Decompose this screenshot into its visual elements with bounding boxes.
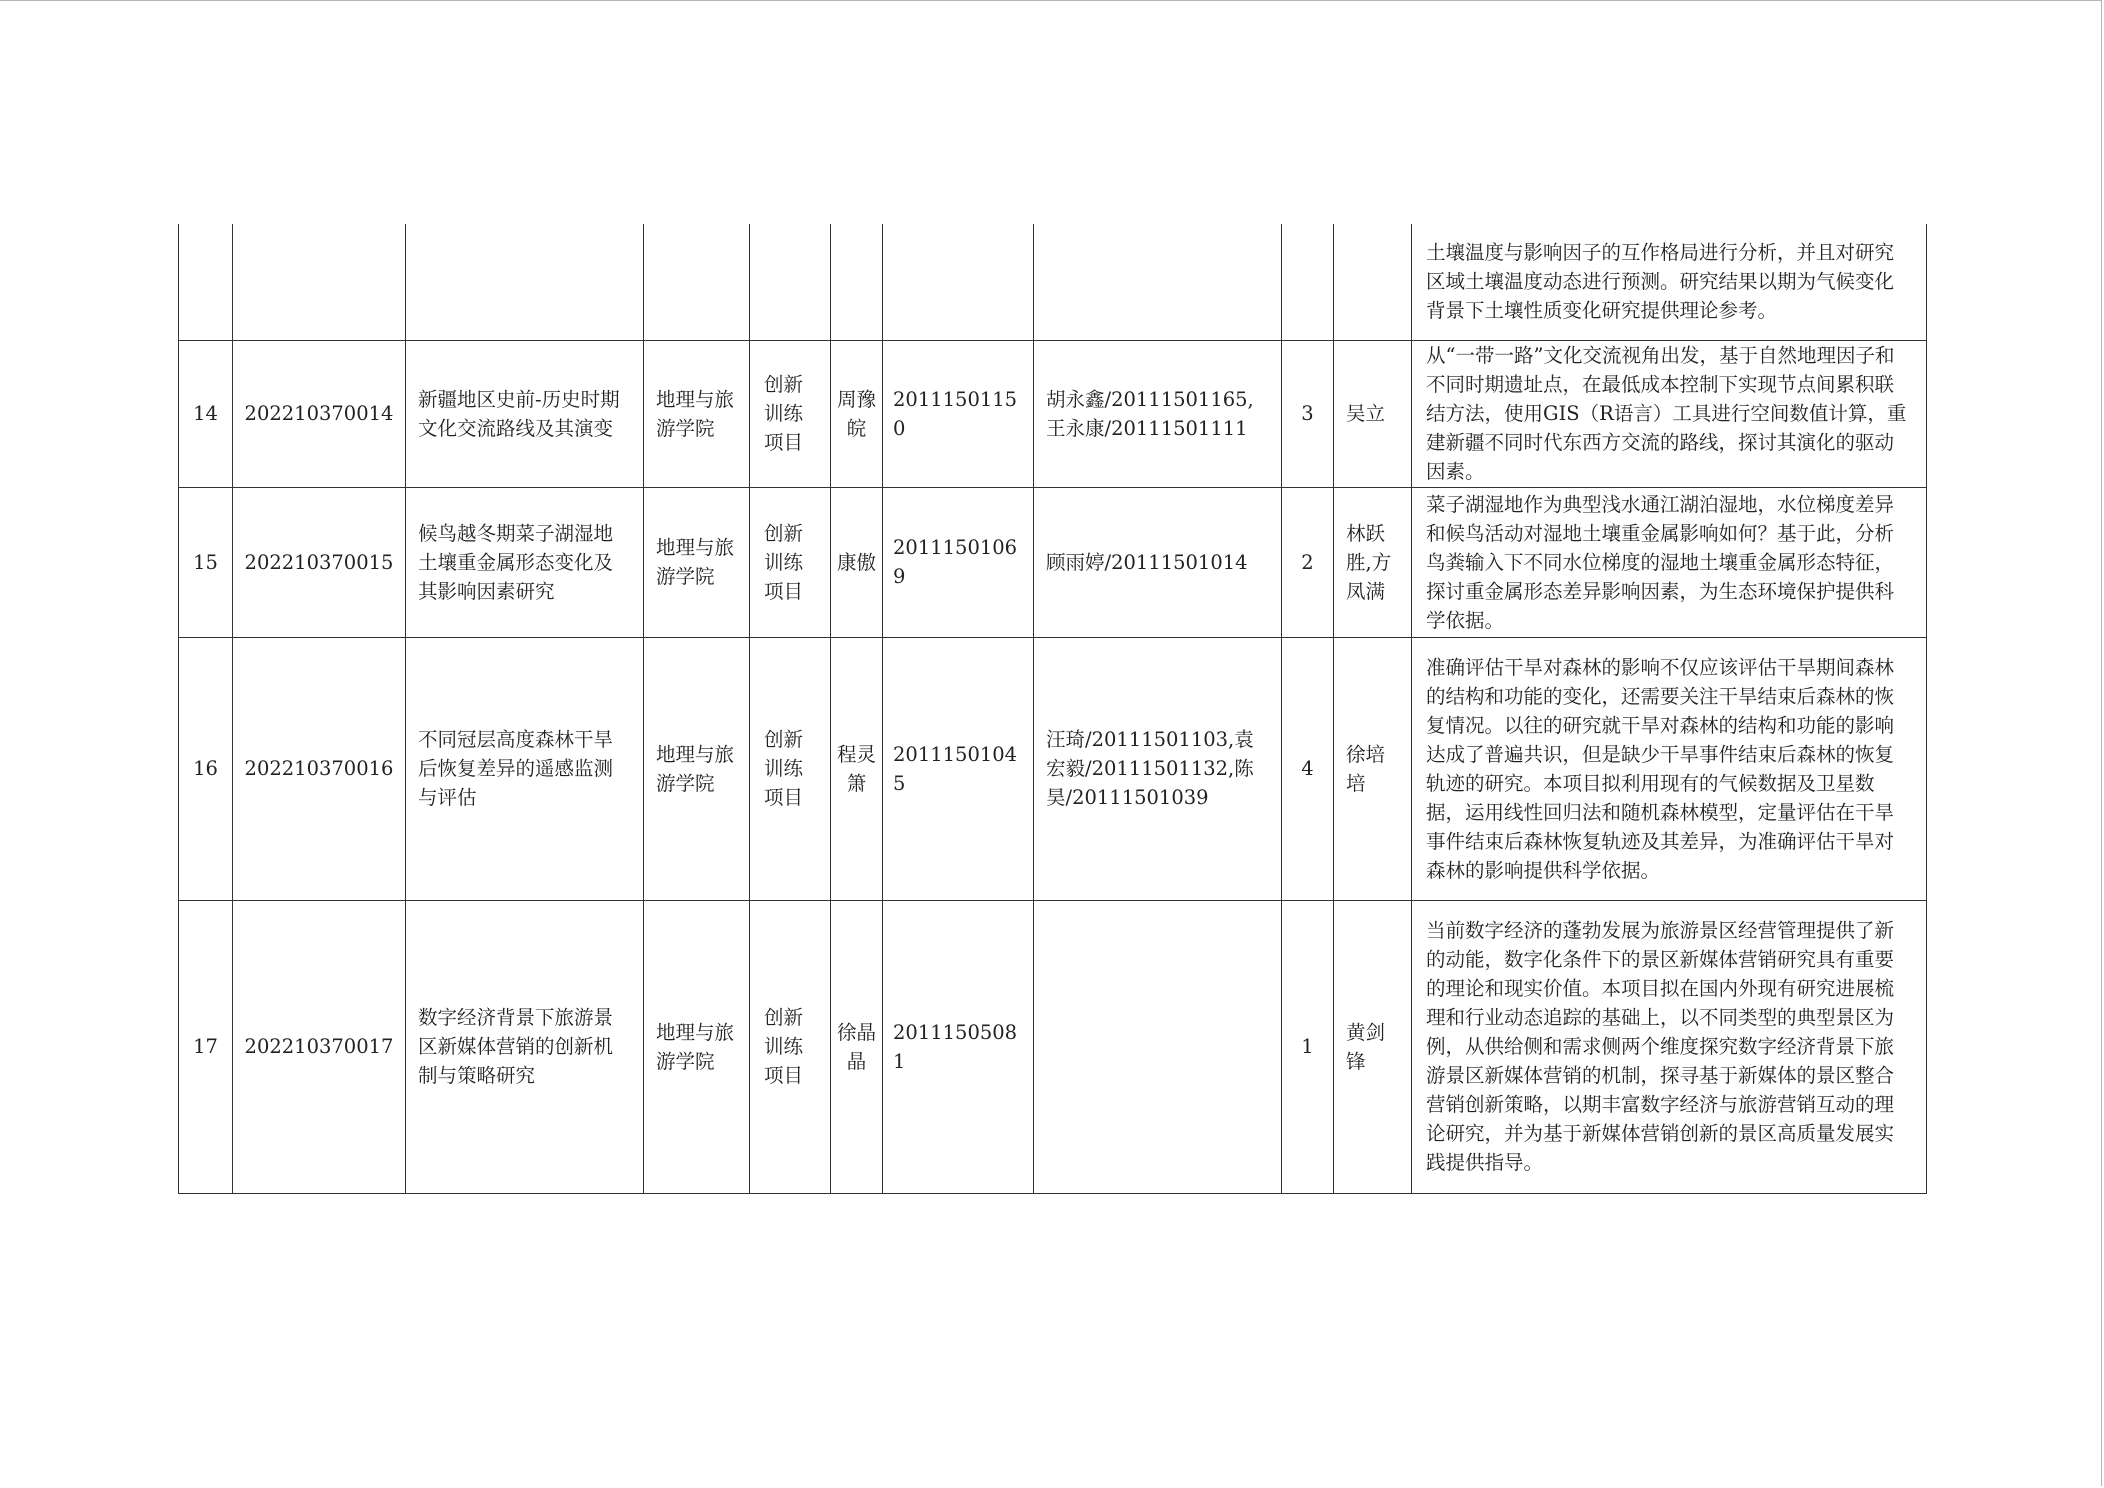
table-row	[179, 637, 1927, 900]
cell-leader-id: 20111501069	[883, 487, 1034, 637]
table-row-continued	[179, 224, 1927, 340]
cell-advisor: 徐培培	[1334, 637, 1412, 900]
cell-leader: 程灵箫	[831, 637, 883, 900]
cell-leader-id: 20111505081	[883, 900, 1034, 1193]
cell-abstract: 土壤温度与影响因子的互作格局进行分析，并且对研究区域土壤温度动态进行预测。研究结果以期为气候变化背景下土壤性质变化研究提供理论参考。	[1412, 224, 1927, 340]
cell-abstract: 从“一带一路”文化交流视角出发，基于自然地理因子和不同时期遗址点，在最低成本控制下实现节点间累积联结方法，使用GIS（R语言）工具进行空间数值计算，重建新疆不同时代东西方交流的路线，探讨其演化的驱动因素。	[1412, 340, 1927, 487]
project-table	[178, 224, 1927, 1194]
cell-leader-id	[883, 224, 1034, 340]
cell-leader	[831, 224, 883, 340]
cell-members: 汪琦/20111501103,袁宏毅/20111501132,陈昊/20111501039	[1034, 637, 1282, 900]
cell-title: 不同冠层高度森林干旱后恢复差异的遥感监测与评估	[406, 637, 644, 900]
cell-project-id	[233, 224, 406, 340]
cell-abstract: 当前数字经济的蓬勃发展为旅游景区经营管理提供了新的动能，数字化条件下的景区新媒体营销研究具有重要的理论和现实价值。本项目拟在国内外现有研究进展梳理和行业动态追踪的基础上，以不同类型的典型景区为例，从供给侧和需求侧两个维度探究数字经济背景下旅游景区新媒体营销的机制，探寻基于新媒体的景区整合营销创新策略，以期丰富数字经济与旅游营销互动的理论研究，并为基于新媒体营销创新的景区高质量发展实践提供指导。	[1412, 900, 1927, 1193]
cell-leader: 周豫皖	[831, 340, 883, 487]
cell-project-id: 202210370016	[233, 637, 406, 900]
cell-project-id: 202210370017	[233, 900, 406, 1193]
cell-type: 创新训练项目	[750, 637, 831, 900]
cell-school: 地理与旅游学院	[644, 637, 750, 900]
cell-count	[1282, 224, 1334, 340]
cell-title	[406, 224, 644, 340]
cell-leader: 康傲	[831, 487, 883, 637]
cell-leader: 徐晶晶	[831, 900, 883, 1193]
cell-num: 15	[179, 487, 233, 637]
cell-school: 地理与旅游学院	[644, 340, 750, 487]
cell-school: 地理与旅游学院	[644, 487, 750, 637]
cell-advisor	[1334, 224, 1412, 340]
cell-advisor: 黄剑锋	[1334, 900, 1412, 1193]
cell-title: 候鸟越冬期菜子湖湿地土壤重金属形态变化及其影响因素研究	[406, 487, 644, 637]
cell-count: 2	[1282, 487, 1334, 637]
cell-num: 16	[179, 637, 233, 900]
cell-school	[644, 224, 750, 340]
table-row	[179, 900, 1927, 1193]
cell-num: 14	[179, 340, 233, 487]
cell-type: 创新训练项目	[750, 487, 831, 637]
cell-count: 4	[1282, 637, 1334, 900]
cell-advisor: 林跃胜,方凤满	[1334, 487, 1412, 637]
cell-members	[1034, 900, 1282, 1193]
cell-leader-id: 20111501150	[883, 340, 1034, 487]
cell-members: 顾雨婷/20111501014	[1034, 487, 1282, 637]
cell-advisor: 吴立	[1334, 340, 1412, 487]
cell-title: 数字经济背景下旅游景区新媒体营销的创新机制与策略研究	[406, 900, 644, 1193]
cell-project-id: 202210370015	[233, 487, 406, 637]
cell-title: 新疆地区史前-历史时期文化交流路线及其演变	[406, 340, 644, 487]
cell-members: 胡永鑫/20111501165,王永康/20111501111	[1034, 340, 1282, 487]
cell-members	[1034, 224, 1282, 340]
table-row	[179, 340, 1927, 487]
cell-leader-id: 20111501045	[883, 637, 1034, 900]
cell-type: 创新训练项目	[750, 900, 831, 1193]
cell-school: 地理与旅游学院	[644, 900, 750, 1193]
cell-num	[179, 224, 233, 340]
table-row	[179, 487, 1927, 637]
cell-num: 17	[179, 900, 233, 1193]
cell-type	[750, 224, 831, 340]
cell-abstract: 准确评估干旱对森林的影响不仅应该评估干旱期间森林的结构和功能的变化，还需要关注干旱结束后森林的恢复情况。以往的研究就干旱对森林的结构和功能的影响达成了普遍共识，但是缺少干旱事件结束后森林的恢复轨迹的研究。本项目拟利用现有的气候数据及卫星数据，运用线性回归法和随机森林模型，定量评估在干旱事件结束后森林恢复轨迹及其差异，为准确评估干旱对森林的影响提供科学依据。	[1412, 637, 1927, 900]
cell-type: 创新训练项目	[750, 340, 831, 487]
cell-project-id: 202210370014	[233, 340, 406, 487]
cell-count: 3	[1282, 340, 1334, 487]
cell-count: 1	[1282, 900, 1334, 1193]
cell-abstract: 菜子湖湿地作为典型浅水通江湖泊湿地，水位梯度差异和候鸟活动对湿地土壤重金属影响如何？基于此，分析鸟粪输入下不同水位梯度的湿地土壤重金属形态特征，探讨重金属形态差异影响因素，为生态环境保护提供科学依据。	[1412, 487, 1927, 637]
